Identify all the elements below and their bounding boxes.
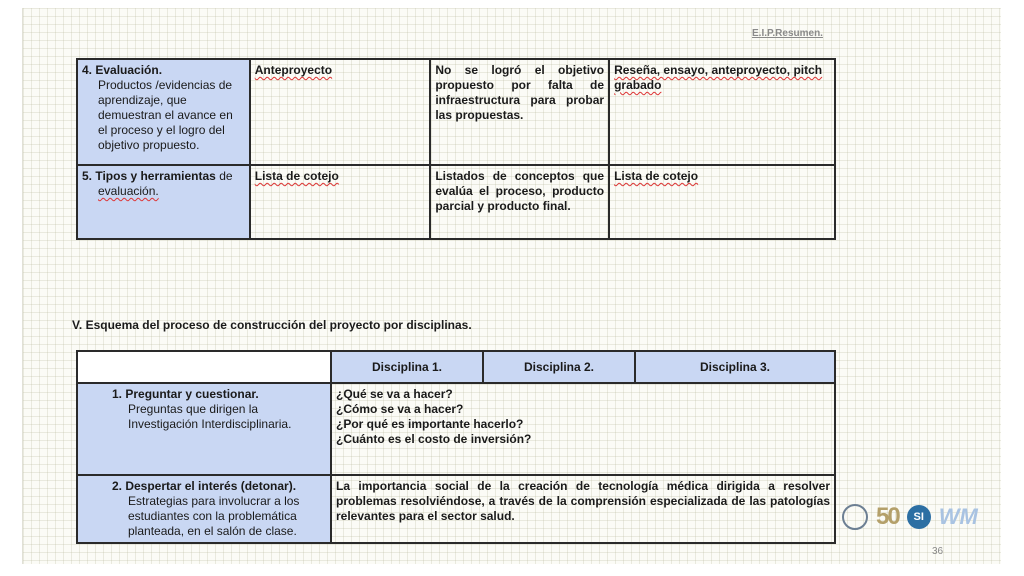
table-row: [77, 383, 835, 475]
answer-line: ¿Por qué es importante hacerlo?: [336, 417, 524, 431]
institution-logos: [836, 492, 1006, 542]
header-discipline-2: Disciplina 2.: [483, 351, 635, 383]
criterion-title: 5. Tipos y herramientas: [82, 169, 216, 183]
cell-text: Anteproyecto: [254, 63, 333, 77]
cell-text: Reseña, ensayo, anteproyecto, pitch grabado: [614, 63, 823, 92]
criterion-description: evaluación.: [98, 184, 159, 198]
criterion-description: Productos /evidencias de aprendizaje, que demuestran el avance en el proceso y el logro del objetivo propuesto.: [98, 78, 233, 152]
table-row: [77, 59, 835, 165]
stage-description: Estrategias para involucrar a los estudiantes con la problemática planteada, en el salón de clase.: [128, 494, 300, 538]
answer-line: ¿Cuánto es el costo de inversión?: [336, 432, 532, 446]
answer-line: ¿Qué se va a hacer?: [336, 387, 453, 401]
section-title: V. Esquema del proceso de construcción del proyecto por disciplinas.: [72, 318, 472, 332]
answers-cell: [331, 383, 835, 475]
header-discipline-3: Disciplina 3.: [635, 351, 835, 383]
header-discipline-1: Disciplina 1.: [331, 351, 483, 383]
anniversary-50-logo: 50: [876, 503, 899, 530]
answer-line: ¿Cómo se va a hacer?: [336, 402, 464, 416]
stage-cell: [77, 475, 331, 543]
criterion-title-rest: de: [219, 169, 233, 183]
criterion-cell: [77, 59, 250, 165]
table-cell: [250, 165, 431, 239]
table-cell: Listados de conceptos que evalúa el proceso, producto parcial y producto final.: [430, 165, 609, 239]
table-cell: [609, 165, 835, 239]
cell-text: Lista de cotejo: [614, 169, 699, 183]
table-cell: No se logró el objetivo propuesto por falta de infraestructura para probar las propuestas.: [430, 59, 609, 165]
table-row: [77, 475, 835, 543]
header-cell-empty: [77, 351, 331, 383]
table-cell: [250, 59, 431, 165]
table-row: [77, 165, 835, 239]
header-row: [77, 351, 835, 383]
discipline-scheme-table: [76, 350, 836, 544]
stage-title: 1. Preguntar y cuestionar.: [112, 387, 259, 401]
si-logo: SI: [907, 505, 931, 529]
wm-logo: WM: [938, 504, 978, 529]
stage-description: Preguntas que dirigen la Investigación Interdisciplinaria.: [128, 402, 292, 431]
stage-cell: [77, 383, 331, 475]
evaluation-table: [76, 58, 836, 240]
university-seal-icon: [842, 504, 868, 530]
stage-title: 2. Despertar el interés (detonar).: [112, 479, 297, 493]
interest-text-cell: La importancia social de la creación de tecnología médica dirigida a resolver problemas resolviéndose, a través de la comprensión especializada de las patologías relevantes para el sector salud.: [331, 475, 835, 543]
page-number: 36: [932, 546, 944, 557]
table-cell: [609, 59, 835, 165]
criterion-title: 4. Evaluación.: [82, 63, 163, 77]
header-note: E.I.P.Resumen.: [752, 28, 823, 39]
criterion-cell: [77, 165, 250, 239]
cell-text: Lista de cotejo: [254, 169, 339, 183]
